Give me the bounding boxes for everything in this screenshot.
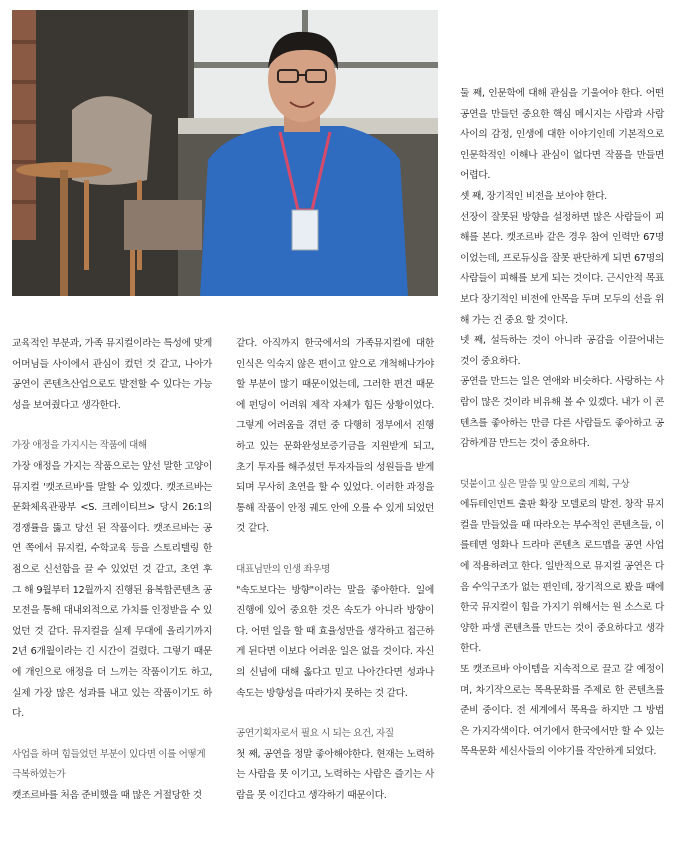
paragraph: 셋 째, 장기적인 비전을 보아야 한다. [460,190,607,202]
section-heading: 가장 애정을 가지시는 작품에 대해 [12,440,147,452]
paragraph: 선장이 잘못된 방향을 설정하면 많은 사람들이 피해를 본다. 캣조르바 같은 경우 참여 인력만 67명이었는데, 프로듀싱을 잘못 판단하게 되면 67명의 사람들이 피해를 보게 되는 것이다. 근시안적 목표보다 장기적인 비전에 안목을 두며 모두의 선을 위해 가는 건 중요 할 것이다. [460,211,664,326]
paragraph: 또 캣조르바 아이템을 지속적으로 끌고 갈 예정이며, 차기작으로는 목욕문화를 주제로 한 콘텐츠를 준비 중이다. 전 세계에서 목욕을 하지만 그 방법은 가지각색이다. 여기에서 한국에서만 할 수 있는 목욕문화 세신사들의 이야기를 작안하게 되었다. [460,664,664,758]
section-heading: 덧붙이고 싶은 말씀 및 앞으로의 계획, 구상 [460,478,630,490]
interview-photo [12,10,438,296]
article-column-3 [460,84,664,763]
paragraph: 넷 째, 설득하는 것이 아니라 공감을 이끌어내는 것이 중요하다. [460,335,664,367]
paragraph: 같다. 아직까지 한국에서의 가족뮤지컬에 대한 인식은 익숙지 않은 편이고 앞으로 개척해나가야 할 부분이 많기 때문이었는데, 그러한 편견 때문에 펀딩이 어려워 제작 자체가 힘든 상황이었다. 그렇게 어려움을 겪던 중 다행히 정부에서 진행하고 있는 문화완성보증기금을 지원받게 되고, 초기 투자를 해주셨던 투자자들의 성원들을 받게 되며 무사히 초연을 할 수 있었다. 이러한 과정을 통해 작품이 안정 궤도 안에 오를 수 있게 되었던 것 같다. [236,338,434,535]
section-heading: 대표님만의 인생 좌우명 [236,563,330,575]
article-column-2 [236,334,434,806]
article-column-1 [12,334,212,806]
paragraph: 교육적인 부분과, 가족 뮤지컬이라는 특성에 맞게 어머님들 사이에서 관심이 컸던 것 같고, 나아가 공연이 콘텐츠산업으로도 발전할 수 있다는 가능성을 보여줬다고 생각한다. [12,338,212,411]
section-heading: 공연기획자로서 필요 시 되는 요건, 자질 [236,728,394,740]
paragraph: 둘 째, 인문학에 대해 관심을 기울여야 한다. 어떤 공연을 만들던 중요한 핵심 메시지는 사람과 사람 사이의 감정, 인생에 대한 이야기인데 기본적으로 인문학적인 이해나 관심이 없다면 작품을 만들면 어렵다. [460,88,664,182]
paragraph: 캣조르바를 처음 준비했을 때 많은 거절당한 것 [12,789,202,801]
paragraph: "속도보다는 방향"이라는 말을 좋아한다. 일에 진행에 있어 중요한 것은 속도가 아니라 방향이다. 어떤 일을 할 때 효율성만을 생각하고 접근하게 된다면 이보다 어려운 일은 없을 것이다. 자신의 신념에 대해 옳다고 믿고 나아간다면 성과나 속도는 방향성을 따라가지 못하는 것 같다. [236,584,434,699]
paragraph: 공연을 만드는 일은 연애와 비슷하다. 사랑하는 사람이 많은 것이라 비유해 볼 수 있겠다. 내가 이 콘텐츠를 좋아하는 만큼 다른 사람들도 좋아하고 공감하게끔 만드는 것이 중요하다. [460,376,664,450]
paragraph: 에듀테인먼트 출판 확장 모델로의 발전. 창작 뮤지컬을 만들었을 때 따라오는 부수적인 콘텐츠들, 이를테면 영화나 드라마 콘텐츠 로드맵을 공연 사업에 적용하려고 한다. 일반적으로 뮤지컬 공연은 다음 수익구조가 없는 편인데, 장기적으로 봤을 때에 한국 뮤지컬이 힘을 가지기 위해서는 원 소스로 다양한 파생 콘텐츠를 만드는 것이 중요하다고 생각한다. [460,499,664,655]
paragraph: 가장 애정을 가지는 작품으로는 앞선 말한 고양이뮤지컬 '캣조르바'를 말할 수 있겠다. 캣조르바는 문화체육관광부 <S. 크레이티브> 당시 26:1의 경쟁률을 뚫고 당선 된 작품이다. 캣조르바는 공연 쪽에서 뮤지컬, 수학교육 등을 스토리텔링 한 점으로 신선함을 끌 수 있었던 것 같고, 초연 후 그 해 9월부터 12월까지 진행된 융복합콘텐츠 공모전을 통해 대내외적으로 가치를 인정받을 수 있었던 것 같다. 뮤지컬을 실제 무대에 올리기까지 2년 6개월이라는 긴 시간이 걸렸다. 그렇기 때문에 개인으로 애정을 더 느끼는 작품이기도 하고, 실제 가장 많은 성과를 내고 있는 작품이기도 하다. [12,460,212,720]
portrait-illustration [12,10,438,296]
section-heading: 사업을 하며 힘들었던 부분이 있다면 이를 어떻게 극복하였는가 [12,748,206,781]
paragraph: 첫 째, 공연을 정말 좋아해야한다. 현재는 노력하는 사람을 못 이기고, 노력하는 사람은 즐기는 사람을 못 이긴다고 생각하기 때문이다. [236,748,434,801]
